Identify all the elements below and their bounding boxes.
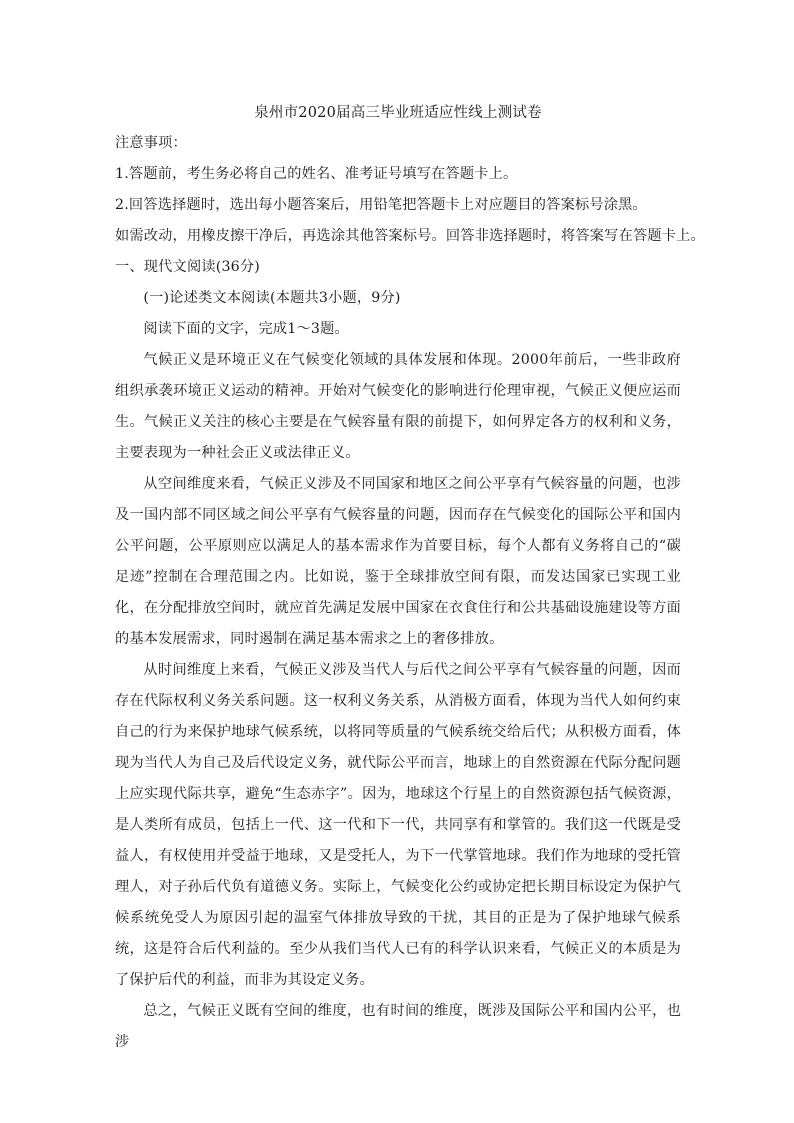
notice-heading: 注意事项： (115, 135, 187, 151)
passage-paragraph-1: 气候正义是环境正义在气候变化领域的具体发展和体现。2000年前后，一些非政府组织承袭环境正义运动的精神。开始对气候变化的影响进行伦理审视，气候正义便应运而生。气候正义关注的核心主要是在气候容量有限的前提下，如何界定各方的权利和义务，主要表现为一种社会正义或法律正义。 (115, 352, 681, 461)
notice-item-3: 如需改动，用橡皮擦干净后，再选涂其他答案标号。回答非选择题时，将答案写在答题卡上。 (115, 228, 705, 244)
exam-page (115, 98, 705, 1058)
reading-instruction: 阅读下面的文字，完成1～3题。 (143, 321, 349, 337)
passage-paragraph-4: 总之，气候正义既有空间的维度，也有时间的维度，既涉及国际公平和国内公平，也涉 (115, 1003, 681, 1050)
passage-paragraph-2: 从空间维度来看，气候正义涉及不同国家和地区之间公平享有气候容量的问题，也涉及一国内部不同区域之间公平享有气候容量的问题，因而存在气候变化的国际公平和国内公平问题，公平原则应以满足人的基本需求作为首要目标，每个人都有义务将自己的“碳足迹”控制在合理范围之内。比如说，鉴于全球排放空间有限，而发达国家已实现工业化，在分配排放空间时，就应首先满足发展中国家在衣食住行和公共基础设施建设等方面的基本发展需求，同时遏制在满足基本需求之上的奢侈排放。 (115, 476, 681, 647)
subsection-heading: (一)论述类文本阅读(本题共3小题，9分) (143, 290, 401, 306)
section-heading: 一、现代文阅读(36分) (115, 259, 261, 275)
notice-item-2: 2.回答选择题时，选出每小题答案后，用铅笔把答题卡上对应题目的答案标号涂黑。 (115, 197, 647, 213)
page-title: 泉州市2020届高三毕业班适应性线上测试卷 (254, 105, 542, 121)
passage-paragraph-3: 从时间维度上来看，气候正义涉及当代人与后代之间公平享有气候容量的问题，因而存在代际权利义务关系问题。这一权利义务关系，从消极方面看，体现为当代人如何约束自己的行为来保护地球气候系统，以将同等质量的气候系统交给后代；从积极方面看，体现为当代人为自己及后代设定义务，就代际公平而言，地球上的自然资源在代际分配问题上应实现代际共享，避免“生态赤字”。因为，地球这个行星上的自然资源包括气候资源，是人类所有成员，包括上一代、这一代和下一代，共同享有和掌管的。我们这一代既是受益人，有权使用并受益于地球，又是受托人，为下一代掌管地球。我们作为地球的受托管理人，对子孙后代负有道德义务。实际上，气候变化公约或协定把长期目标设定为保护气候系统免受人为原因引起的温室气体排放导致的干扰，其目的正是为了保护地球气候系统，这是符合后代利益的。至少从我们当代人已有的科学认识来看，气候正义的本质是为了保护后代的利益，而非为其设定义务。 (115, 662, 681, 988)
notice-item-1: 1.答题前，考生务必将自己的姓名、准考证号填写在答题卡上。 (115, 166, 518, 182)
